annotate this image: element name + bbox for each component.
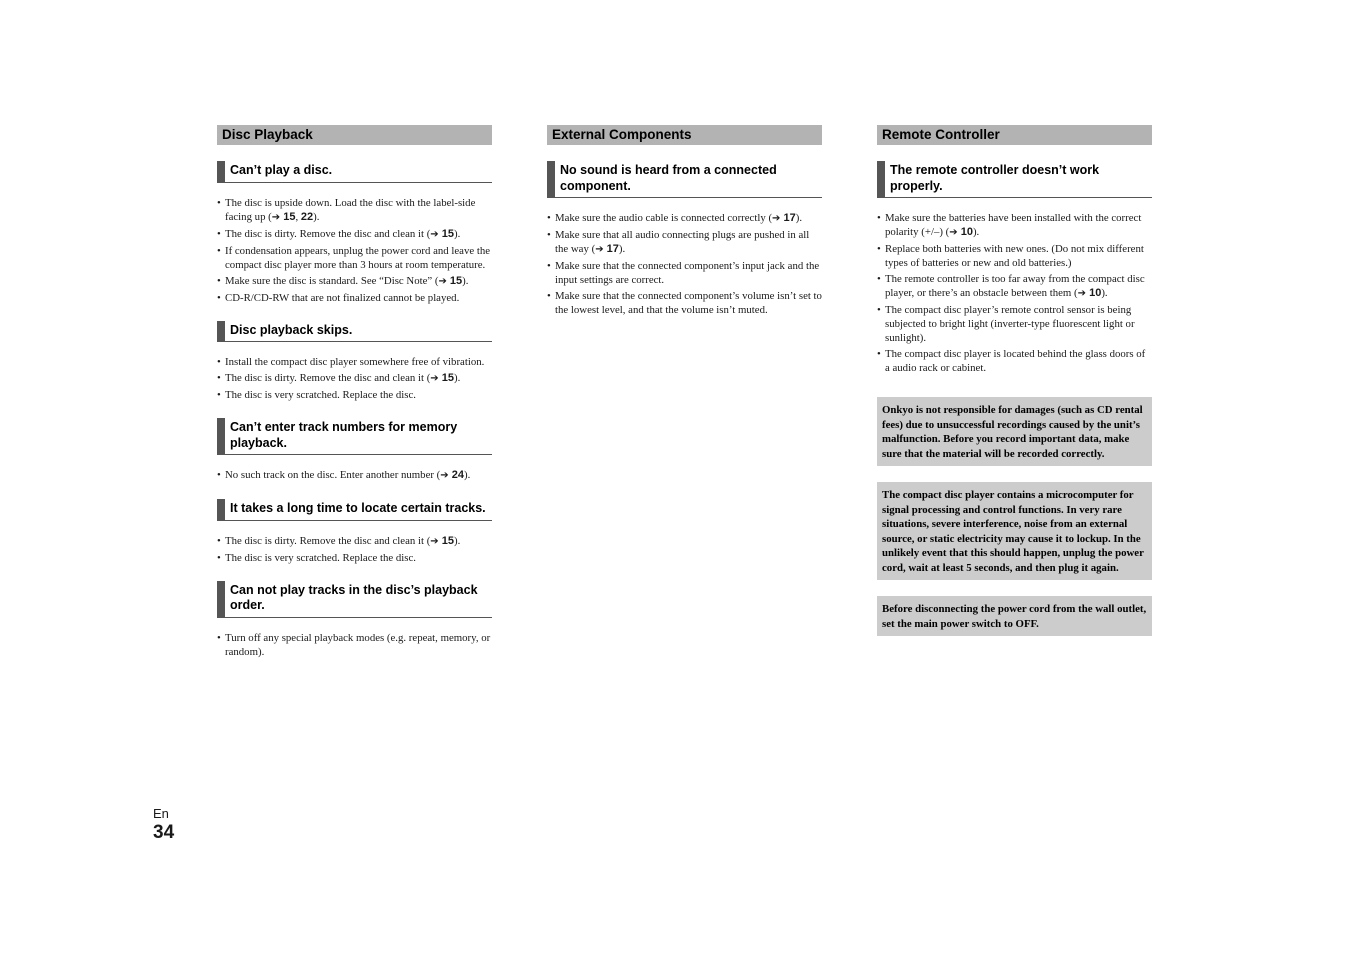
item-text: The disc is dirty. Remove the disc and clean it (	[225, 227, 431, 240]
item-text: ).	[453, 227, 461, 240]
arrow-icon: ➔	[271, 211, 281, 223]
list-item	[877, 211, 1152, 240]
list-item	[217, 227, 492, 242]
item-text: The compact disc player is located behind the glass doors of a audio rack or cabinet.	[885, 348, 1146, 374]
problem-heading: Can not play tracks in the disc’s playback order.	[217, 581, 492, 618]
list-item	[877, 242, 1152, 270]
section-title: Disc Playback	[217, 125, 492, 145]
item-text: ).	[453, 372, 461, 384]
arrow-icon: ➔	[430, 535, 439, 547]
page-reference: 24	[448, 469, 464, 481]
arrow-icon: ➔	[1077, 288, 1087, 299]
item-text: ).	[453, 534, 461, 547]
item-text: ).	[1101, 287, 1108, 299]
page-reference: 22	[300, 210, 314, 223]
problem-heading: Disc playback skips.	[217, 321, 492, 343]
list-item	[217, 534, 492, 549]
solution-list	[217, 534, 492, 565]
list-item	[547, 289, 822, 317]
list-item	[547, 259, 822, 287]
solution-list	[217, 196, 492, 305]
item-text: Make sure the audio cable is connected correctly (	[555, 212, 773, 224]
item-text: ).	[972, 226, 980, 238]
arrow-icon: ➔	[772, 213, 781, 224]
list-item	[547, 211, 822, 226]
solution-list	[877, 211, 1152, 375]
page-reference: 15	[438, 227, 454, 240]
item-text: The disc is very scratched. Replace the disc.	[225, 389, 416, 401]
list-item	[877, 272, 1152, 301]
page-reference: 17	[780, 212, 796, 224]
notice-box: The compact disc player contains a microcomputer for signal processing and control functions. In very rare situations, severe interference, noise from an external source, or static electricity may cause it to lockup. In the unlikely event that this should happen, unplug the power cord, wait at least 5 seconds, and then plug it again.	[877, 482, 1152, 580]
item-text: ,	[295, 210, 301, 223]
solution-list	[217, 355, 492, 402]
list-item	[217, 355, 492, 369]
page-reference: 17	[603, 243, 619, 255]
item-text: ).	[795, 212, 803, 224]
item-text: ).	[313, 210, 320, 223]
arrow-icon: ➔	[440, 470, 449, 481]
list-item	[217, 551, 492, 565]
item-text: Make sure the disc is standard. See “Disc Note” (	[225, 274, 439, 287]
arrow-icon: ➔	[949, 227, 958, 238]
item-text: The disc is very scratched. Replace the disc.	[225, 551, 416, 564]
item-text: The remote controller is too far away from the compact disc player, or there’s an obstacle between them (	[885, 273, 1145, 299]
arrow-icon: ➔	[595, 244, 604, 255]
item-text: ).	[462, 274, 469, 287]
item-text: Make sure that the connected component’s input jack and the input settings are correct.	[555, 260, 820, 286]
item-text: The disc is dirty. Remove the disc and clean it (	[225, 534, 431, 547]
page-reference: 15	[438, 372, 454, 384]
item-text: Turn off any special playback modes (e.g. repeat, memory, or random).	[225, 631, 491, 658]
item-text: ).	[463, 469, 471, 481]
section-title: External Components	[547, 125, 822, 145]
column-remote-controller	[877, 125, 1152, 636]
item-text: Make sure that the connected component’s volume isn’t set to the lowest level, and that the volume isn’t muted.	[555, 290, 822, 316]
solution-list	[217, 631, 492, 659]
list-item	[217, 196, 492, 225]
item-text: Install the compact disc player somewhere free of vibration.	[225, 356, 485, 368]
problem-heading: No sound is heard from a connected component.	[547, 161, 822, 198]
page-reference: 10	[957, 226, 973, 238]
section-title: Remote Controller	[877, 125, 1152, 145]
problem-heading: The remote controller doesn’t work properly.	[877, 161, 1152, 198]
page-number: 34	[153, 822, 175, 843]
item-text: CD-R/CD-RW that are not finalized cannot be played.	[225, 291, 460, 304]
solution-list	[217, 468, 492, 483]
problem-heading: Can’t play a disc.	[217, 161, 492, 183]
page-reference: 15	[446, 274, 463, 287]
list-item	[217, 468, 492, 483]
item-text: The disc is upside down. Load the disc with the label-side facing up (	[225, 196, 476, 223]
list-item	[217, 274, 492, 289]
list-item	[877, 347, 1152, 375]
list-item	[217, 291, 492, 305]
item-text: The compact disc player’s remote control sensor is being subjected to bright light (inverter-type fluorescent light or sunlight).	[885, 304, 1135, 344]
item-text: The disc is dirty. Remove the disc and clean it (	[225, 372, 431, 384]
list-item	[217, 371, 492, 386]
arrow-icon: ➔	[438, 275, 447, 287]
column-external-components	[547, 125, 822, 319]
page-language: En	[153, 806, 169, 821]
problem-heading: It takes a long time to locate certain tracks.	[217, 499, 492, 521]
item-text: No such track on the disc. Enter another number (	[225, 469, 441, 481]
item-text: Replace both batteries with new ones. (Do not mix different types of batteries or new and old batteries.)	[885, 243, 1144, 269]
page-reference: 15	[280, 210, 296, 223]
page-footer	[153, 806, 174, 844]
problem-heading: Can’t enter track numbers for memory playback.	[217, 418, 492, 455]
arrow-icon: ➔	[430, 228, 439, 240]
notice-box: Before disconnecting the power cord from the wall outlet, set the main power switch to OFF.	[877, 596, 1152, 636]
item-text: Make sure that all audio connecting plugs are pushed in all the way (	[555, 229, 810, 255]
arrow-icon: ➔	[430, 373, 439, 384]
page-reference: 10	[1086, 287, 1102, 299]
list-item	[217, 631, 492, 659]
item-text: ).	[618, 243, 626, 255]
notice-box: Onkyo is not responsible for damages (such as CD rental fees) due to unsuccessful recordings caused by the unit’s malfunction. Before you record important data, make sure that the material will be recorded correctly.	[877, 397, 1152, 466]
list-item	[877, 303, 1152, 345]
page-reference: 15	[438, 534, 454, 547]
list-item	[217, 388, 492, 402]
column-disc-playback	[217, 125, 492, 661]
item-text: Make sure the batteries have been installed with the correct polarity (+/–) (	[885, 212, 1142, 238]
item-text: If condensation appears, unplug the power cord and leave the compact disc player more than 3 hours at room temperature.	[225, 244, 491, 271]
list-item	[547, 228, 822, 257]
solution-list	[547, 211, 822, 317]
list-item	[217, 244, 492, 272]
